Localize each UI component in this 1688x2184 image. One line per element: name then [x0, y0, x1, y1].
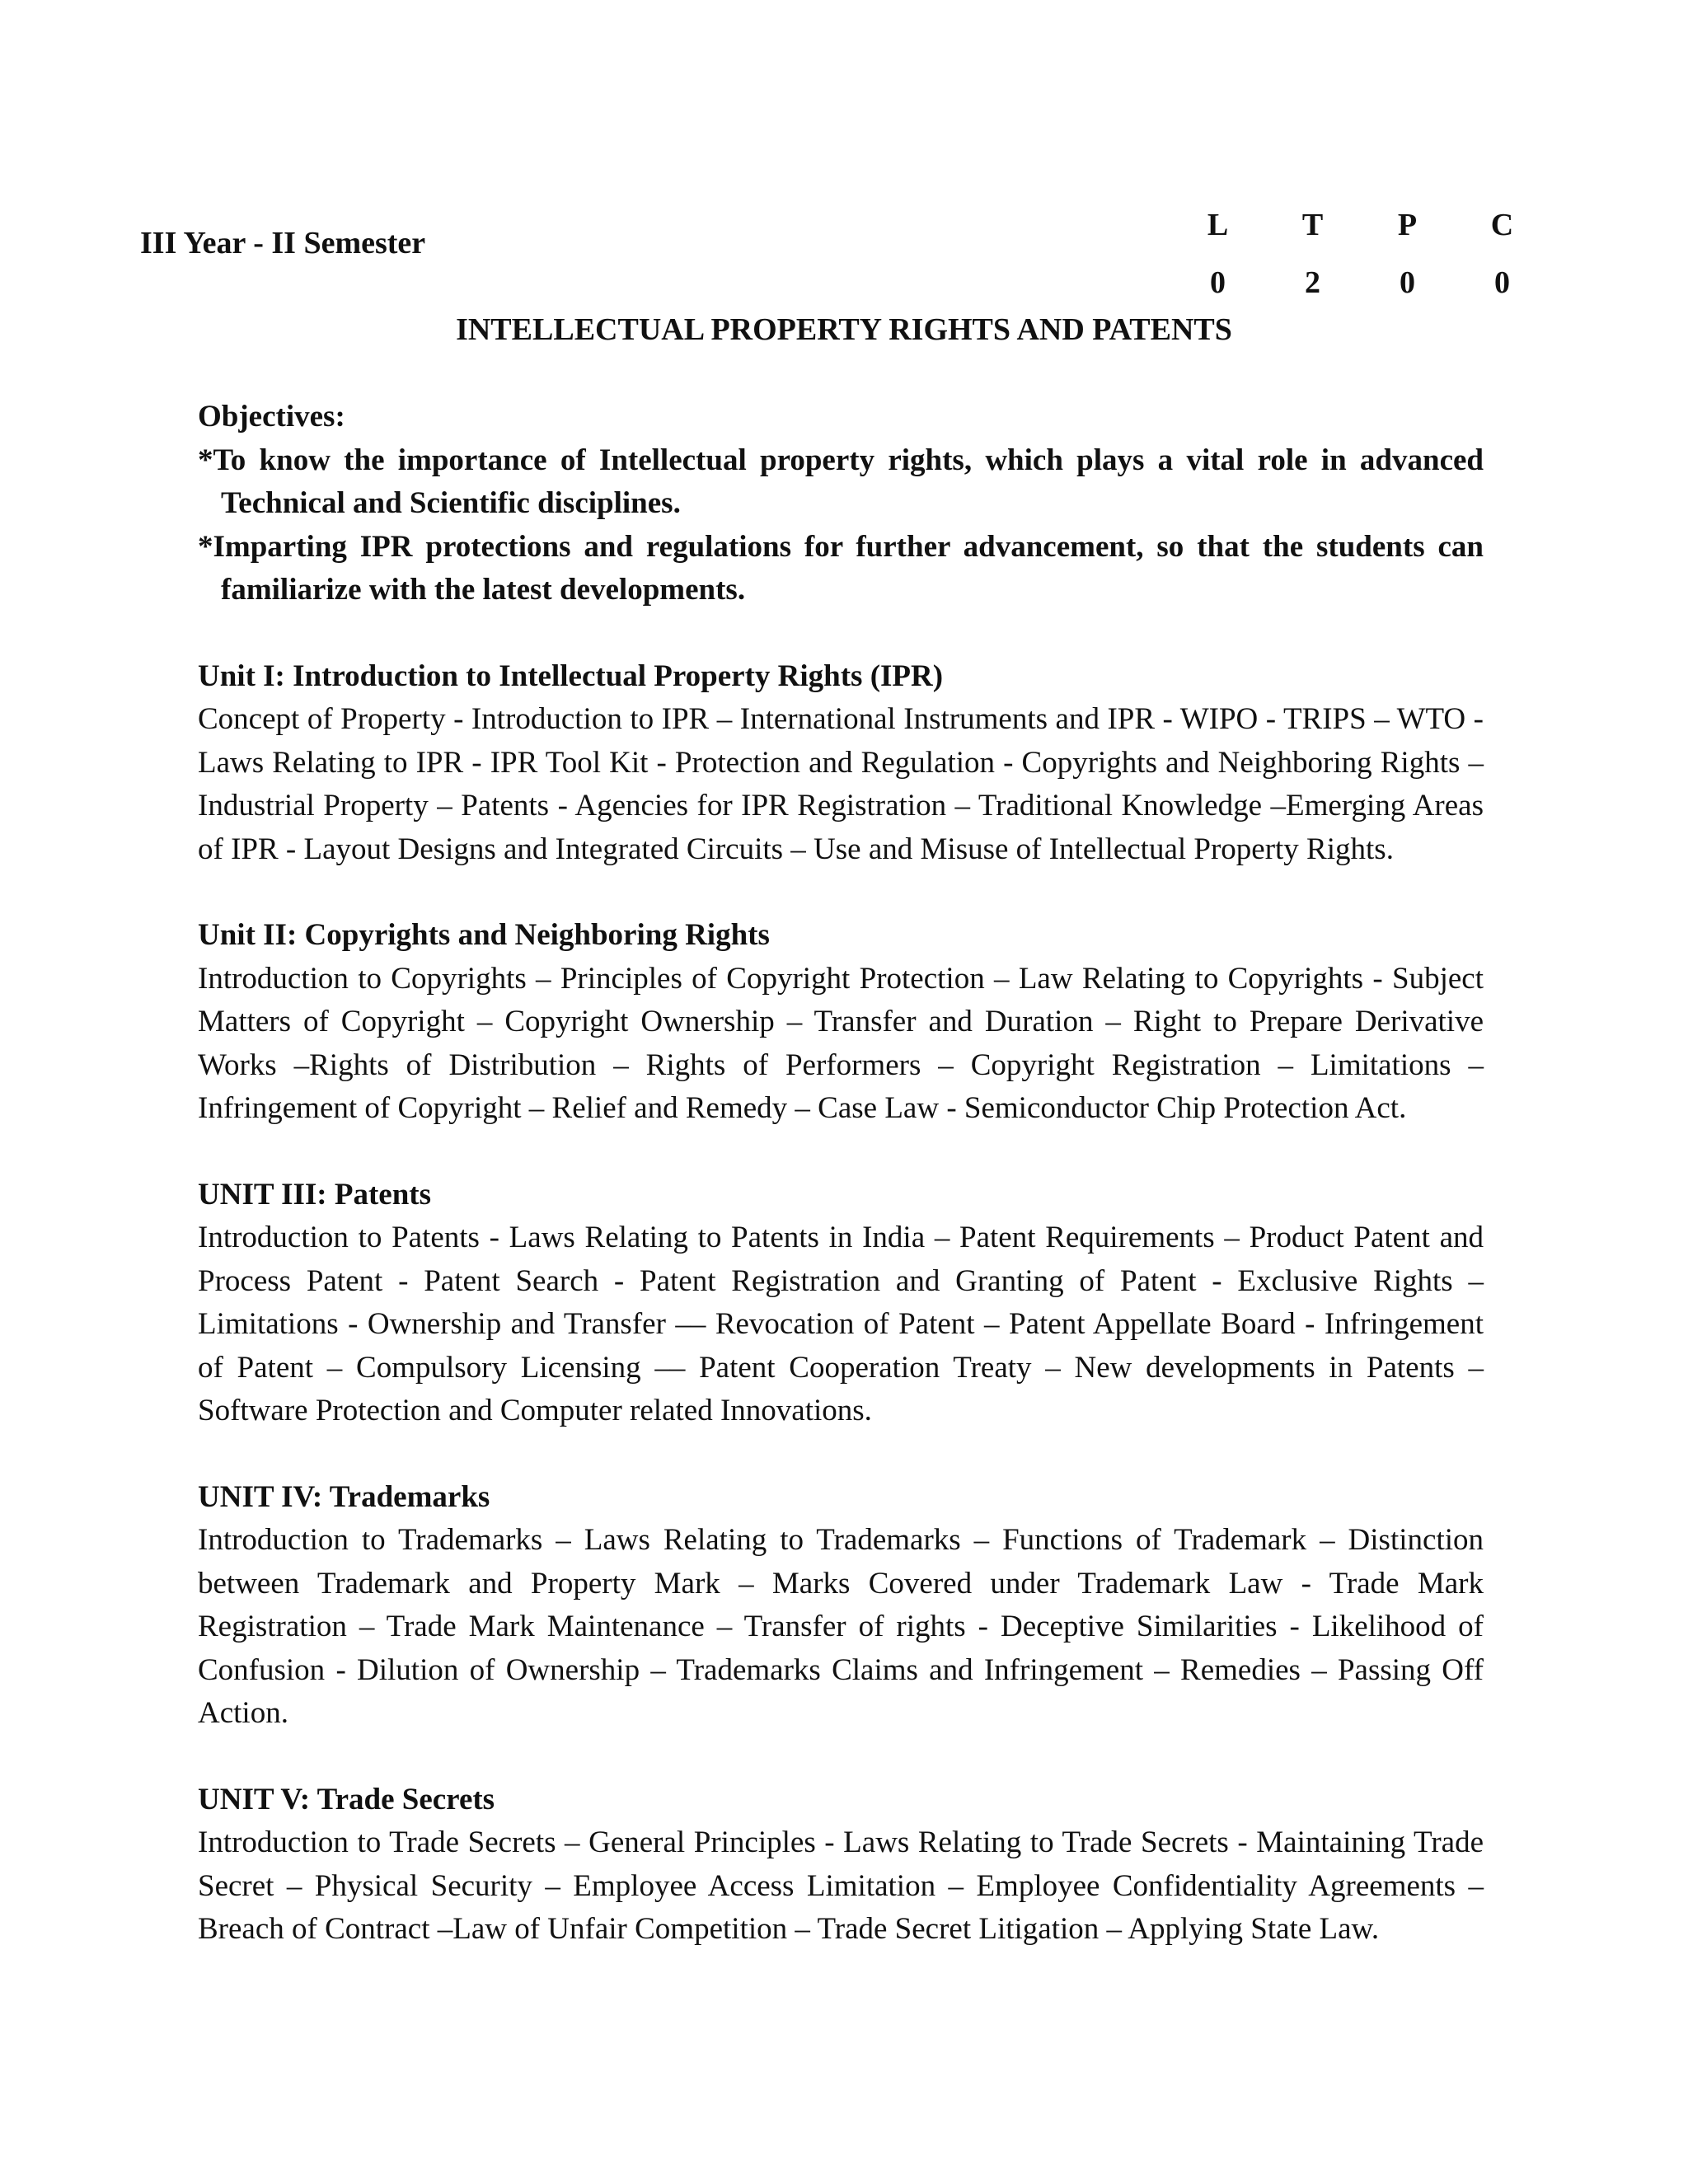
unit-1-body: Concept of Property - Introduction to IPR – International Instruments and IPR - WIPO - TRIPS – WTO -Laws Relating to IPR - IPR Tool Kit - Protection and Regulation - Copyrights and Neighboring Rights – Industrial Property – Patents - Agencies for IPR Registration – Traditional Knowledge –Emerging Areas of IPR - Layout Designs and Integrated Circuits – Use and Misuse of Intellectual Property Rights. [198, 702, 1484, 866]
unit-5-title: UNIT V: Trade Secrets [198, 1782, 495, 1816]
unit-5-section [198, 1779, 1484, 1952]
objective-item: *Imparting IPR protections and regulations for further advancement, so that the students can familiarize with the latest developments. [198, 529, 1484, 607]
unit-2-body: Introduction to Copyrights – Principles of Copyright Protection – Law Relating to Copyrights - Subject Matters of Copyright – Copyright Ownership – Transfer and Duration – Right to Prepare Derivative Works –Rights of Distribution – Rights of Performers – Copyright Registration – Limitations – Infringement of Copyright – Relief and Remedy – Case Law - Semiconductor Chip Protection Act. [198, 961, 1484, 1125]
ltpc-value-c: 0 [1494, 265, 1510, 300]
ltpc-label-l: L [1207, 208, 1229, 242]
unit-3-section [198, 1174, 1484, 1433]
syllabus-content [198, 396, 1484, 1952]
ltpc-value-row [1170, 254, 1550, 312]
ltpc-value-t: 2 [1305, 265, 1320, 300]
objectives-heading: Objectives: [198, 400, 345, 434]
unit-3-body: Introduction to Patents - Laws Relating to Patents in India – Patent Requirements – Product Patent and Process Patent - Patent Search - Patent Registration and Granting of Patent - Exclusive Rights – Limitations - Ownership and Transfer –– Revocation of Patent – Patent Appellate Board - Infringement of Patent – Compulsory Licensing –– Patent Cooperation Treaty – New developments in Patents – Software Protection and Computer related Innovations. [198, 1221, 1484, 1427]
ltpc-header-row [1170, 196, 1550, 254]
unit-4-title: UNIT IV: Trademarks [198, 1479, 490, 1514]
unit-4-body: Introduction to Trademarks – Laws Relating to Trademarks – Functions of Trademark – Distinction between Trademark and Property Mark – Marks Covered under Trademark Law - Trade Mark Registration – Trade Mark Maintenance – Transfer of rights - Deceptive Similarities - Likelihood of Confusion - Dilution of Ownership – Trademarks Claims and Infringement – Remedies – Passing Off Action. [198, 1523, 1484, 1730]
course-title: INTELLECTUAL PROPERTY RIGHTS AND PATENTS [456, 312, 1232, 347]
ltpc-value-p: 0 [1400, 265, 1415, 300]
objective-item: *To know the importance of Intellectual property rights, which plays a vital role in advanced Technical and Scientific disciplines. [198, 443, 1484, 520]
unit-3-title: UNIT III: Patents [198, 1177, 432, 1212]
objectives-section [198, 396, 1484, 612]
ltpc-value-l: 0 [1210, 265, 1226, 300]
unit-5-body: Introduction to Trade Secrets – General Principles - Laws Relating to Trade Secrets - Maintaining Trade Secret – Physical Security – Employee Access Limitation – Employee Confidentiality Agreements – Breach of Contract –Law of Unfair Competition – Trade Secret Litigation – Applying State Law. [198, 1825, 1484, 1946]
semester-label: III Year - II Semester [140, 226, 426, 260]
unit-1-section [198, 655, 1484, 872]
unit-2-title: Unit II: Copyrights and Neighboring Rights [198, 918, 770, 952]
ltpc-table [1170, 196, 1550, 312]
unit-1-title: Unit I: Introduction to Intellectual Property Rights (IPR) [198, 658, 944, 693]
ltpc-label-p: P [1397, 208, 1418, 242]
unit-2-section [198, 914, 1484, 1131]
ltpc-label-t: T [1301, 208, 1324, 242]
ltpc-label-c: C [1490, 208, 1514, 242]
unit-4-section [198, 1476, 1484, 1736]
